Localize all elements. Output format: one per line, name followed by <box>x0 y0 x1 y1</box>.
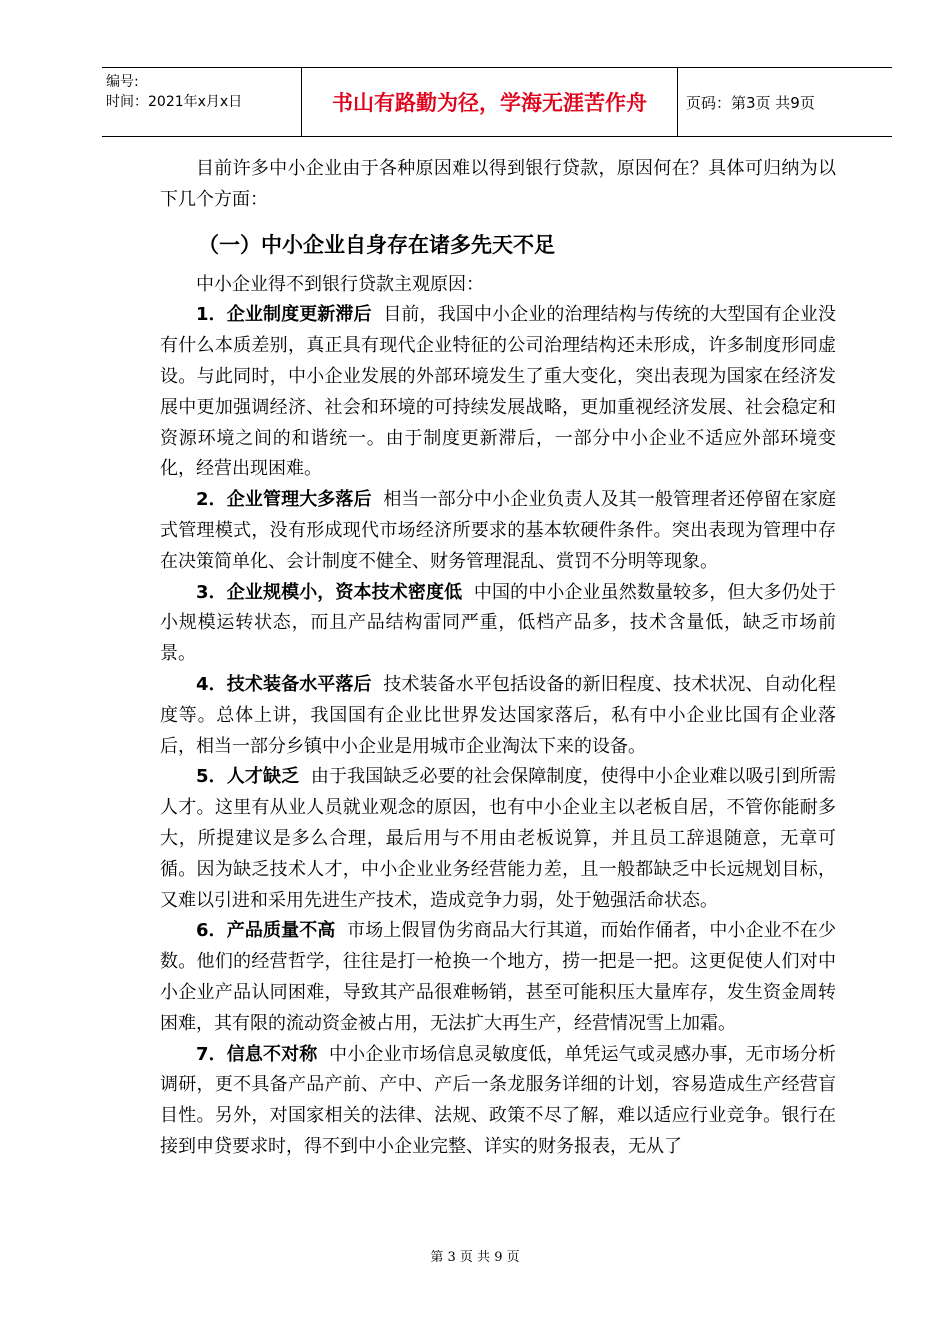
item-title-3: 3．企业规模小，资本技术密度低 <box>196 581 463 603</box>
time-label: 时间：2021年x月x日 <box>106 94 243 110</box>
item-title-5: 5．人才缺乏 <box>196 766 300 788</box>
header-motto: 书山有路勤为径，学海无涯苦作舟 <box>302 68 678 136</box>
item-text-3: 中国的中小企业虽然数量较多，但大多仍处于小规模运转状态，而且产品结构雷同严重，低档产品多，技术含量低，缺乏市场前景。 <box>160 581 836 665</box>
item-paragraph-2 <box>160 485 836 577</box>
item-paragraph-1 <box>160 300 836 485</box>
section-heading: （一）中小企业自身存在诸多先天不足 <box>198 232 555 257</box>
item-text-7: 中小企业市场信息灵敏度低，单凭运气或灵感办事，无市场分析调研，更不具备产品产前、产中、产后一条龙服务详细的计划，容易造成生产经营盲目性。另外，对国家相关的法律、法规、政策不尽了解，难以适应行业竞争。银行在接到申贷要求时，得不到中小企业完整、详实的财务报表，无从了 <box>160 1043 836 1157</box>
page-header <box>102 67 892 137</box>
item-title-4: 4．技术装备水平落后 <box>196 673 372 695</box>
item-title-6: 6．产品质量不高 <box>196 920 336 942</box>
item-text-4: 技术装备水平包括设备的新旧程度、技术状况、自动化程度等。总体上讲，我国国有企业比世界发达国家落后，私有中小企业比国有企业落后，相当一部分乡镇中小企业是用城市企业淘汰下来的设备。 <box>160 673 836 757</box>
item-paragraph-5 <box>160 762 836 916</box>
item-title-2: 2．企业管理大多落后 <box>196 489 372 511</box>
item-paragraph-6 <box>160 916 836 1039</box>
item-text-2: 相当一部分中小企业负责人及其一般管理者还停留在家庭式管理模式，没有形成现代市场经济所要求的基本软硬件条件。突出表现为管理中存在决策简单化、会计制度不健全、财务管理混乱、赏罚不分明等现象。 <box>160 489 836 572</box>
number-label: 编号: <box>106 74 139 90</box>
item-paragraph-7 <box>160 1040 836 1163</box>
intro-paragraph: 目前许多中小企业由于各种原因难以得到银行贷款，原因何在？具体可归纳为以下几个方面： <box>160 158 836 210</box>
page-footer: 第 3 页 共 9 页 <box>430 1250 520 1265</box>
sub-intro: 中小企业得不到银行贷款主观原因： <box>196 273 484 295</box>
item-text-1: 目前，我国中小企业的治理结构与传统的大型国有企业没有什么本质差别，真正具有现代企业特征的公司治理结构还未形成，许多制度形同虚设。与此同时，中小企业发展的外部环境发生了重大变化，突出表现为国家在经济发展中更加强调经济、社会和环境的可持续发展战略，更加重视经济发展、社会稳定和资源环境之间的和谐统一。由于制度更新滞后，一部分中小企业不适应外部环境变化，经营出现困难。 <box>160 304 836 480</box>
item-title-7: 7．信息不对称 <box>196 1043 318 1065</box>
document-body <box>160 154 836 1163</box>
item-text-6: 市场上假冒伪劣商品大行其道，而始作俑者，中小企业不在少数。他们的经营哲学，往往是打一枪换一个地方，捞一把是一把。这更促使人们对中小企业产品认同困难，导致其产品很难畅销，甚至可能积压大量库存，发生资金周转困难，其有限的流动资金被占用，无法扩大再生产，经营情况雪上加霜。 <box>160 920 836 1034</box>
item-paragraph-3 <box>160 578 836 670</box>
item-paragraph-4 <box>160 670 836 762</box>
item-text-5: 由于我国缺乏必要的社会保障制度，使得中小企业难以吸引到所需人才。这里有从业人员就业观念的原因，也有中小企业主以老板自居，不管你能耐多大，所提建议是多么合理，最后用与不用由老板说算，并且员工辞退随意，无章可循。因为缺乏技术人才，中小企业业务经营能力差，且一般都缺乏中长远规划目标，又难以引进和采用先进生产技术，造成竞争力弱，处于勉强活命状态。 <box>160 766 836 911</box>
item-title-1: 1．企业制度更新滞后 <box>196 304 372 326</box>
header-info <box>102 68 302 136</box>
header-page-code: 页码：第3页 共9页 <box>686 93 815 112</box>
